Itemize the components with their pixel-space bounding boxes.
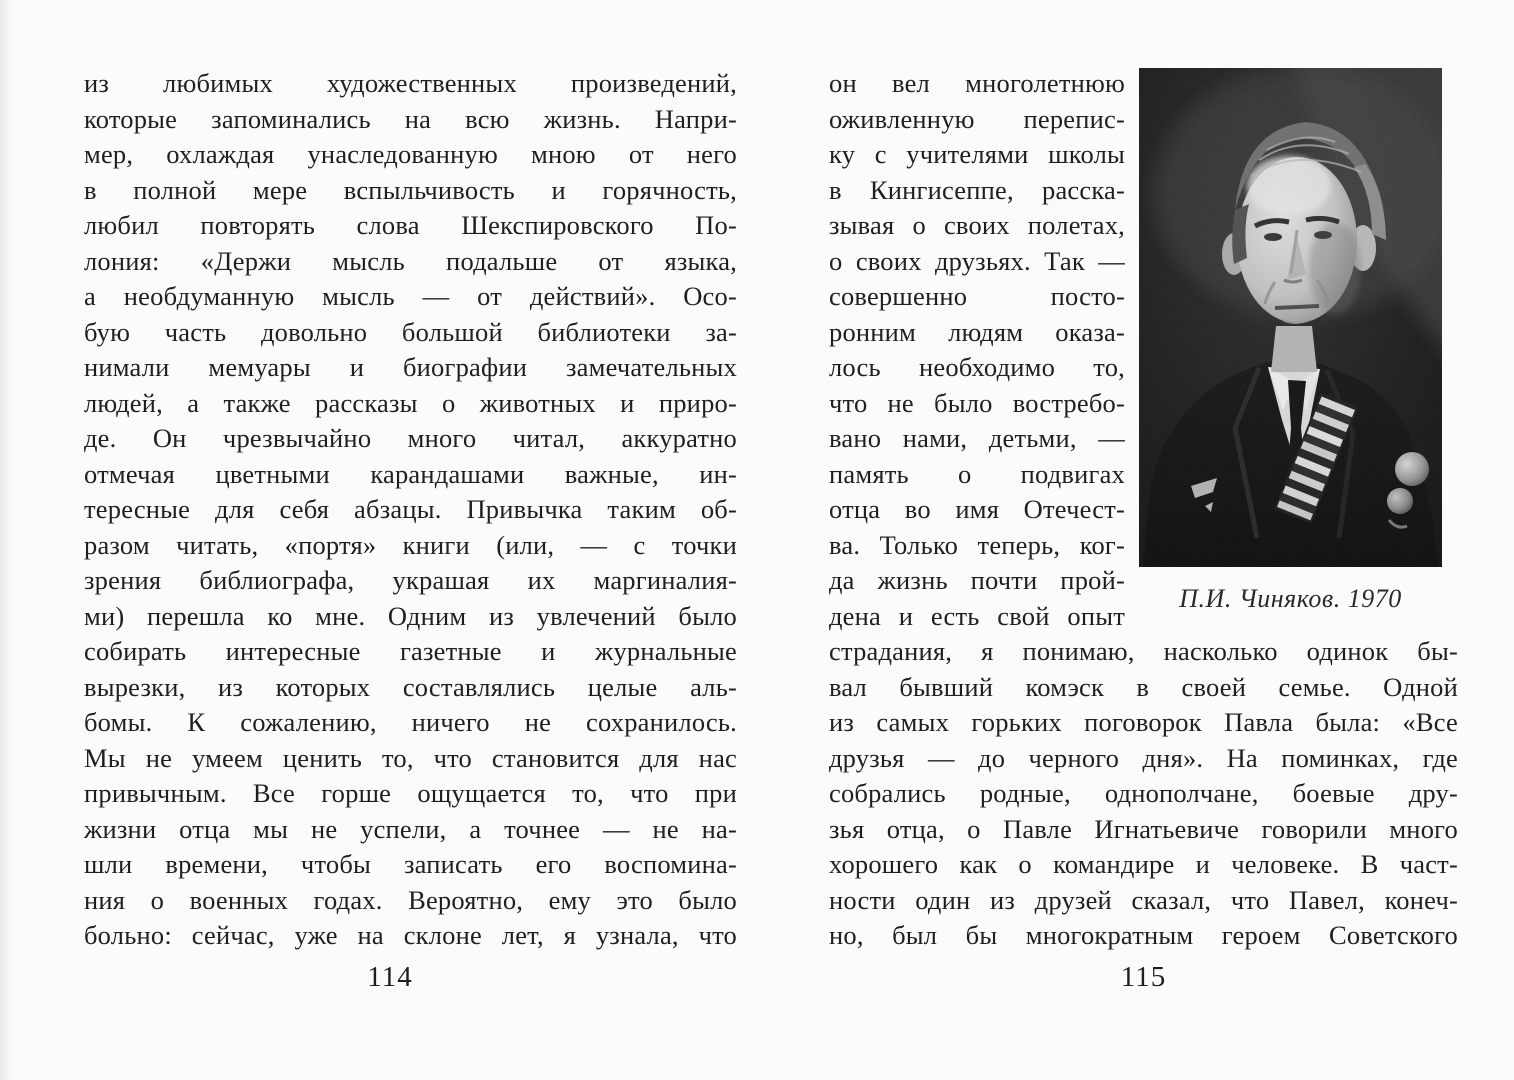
text-line: бую часть довольно большой библиотеки за- [84,316,737,347]
text-line: он вел многолетнюю [829,68,1125,98]
text-line: зывая о своих полетах, [829,210,1125,240]
text-line: что не было востребо- [829,387,1125,418]
text-line: дена и есть свой опыт [829,600,1125,631]
right-page-full-column [829,634,1458,954]
text-line: из любимых художественных произведений, [84,68,737,98]
text-line: отца во имя Отечест- [829,494,1125,524]
photo-figure [1139,68,1442,614]
text-line: жизни отца мы не успели, а точнее — не на- [84,813,737,844]
text-line: память о подвигах [829,458,1125,489]
left-page [84,66,737,954]
text-line: людей, а также рассказы о животных и приро- [84,387,737,418]
text-line: ми) перешла ко мне. Одним из увлечений было [84,600,737,631]
portrait-photo-icon [1139,68,1442,567]
text-line: ности один из друзей сказал, что Павел, конеч- [829,884,1458,915]
text-line: бомы. К сожалению, ничего не сохранилось. [84,707,737,737]
text-line: в полной мере вспыльчивость и горячность, [84,174,737,205]
text-line: ронним людям оказа- [829,316,1125,347]
photo-caption: П.И. Чиняков. 1970 [1179,584,1402,613]
text-line: о своих друзьях. Так — [829,245,1125,276]
text-line: а необдуманную мысль — от действий». Осо- [84,281,737,311]
text-line: оживленную перепис- [829,103,1125,134]
text-line: совершенно посто- [829,281,1125,311]
right-page-narrow-column [829,66,1125,634]
text-line: да жизнь почти прой- [829,565,1125,595]
text-line: вано нами, детьми, — [829,423,1125,453]
photo-grain-overlay [1139,68,1442,567]
text-line: шли времени, чтобы записать его воспомина- [84,849,737,879]
text-line: отмечая цветными карандашами важные, ин- [84,458,737,489]
text-line: разом читать, «портя» книги (или, — с точки [84,529,737,560]
text-line: привычным. Все горше ощущается то, что при [84,778,737,808]
text-line: ния о военных годах. Вероятно, ему это было [84,884,737,915]
text-line: де. Он чрезвычайно много читал, аккуратно [84,423,737,453]
text-line: которые запоминались на всю жизнь. Напри- [84,103,737,134]
text-line: лония: «Держи мысль подальше от языка, [84,245,737,276]
text-line: вырезки, из которых составлялись целые аль- [84,671,737,702]
text-line: зрения библиографа, украшая их маргиналия- [84,565,737,595]
text-line: любил повторять слова Шекспировского По- [84,210,737,240]
text-line: ва. Только теперь, ког- [829,529,1125,560]
page-edge-shadow [0,0,12,1080]
text-line: Мы не умеем ценить то, что становится для нас [84,742,737,773]
text-line: тересные для себя абзацы. Привычка таким об- [84,494,737,524]
text-line: из самых горьких поговорок Павла была: «Все [829,707,1458,737]
text-line: собрались родные, однополчане, боевые дру- [829,778,1458,808]
text-line: вал бывший комэск в своей семье. Одной [829,671,1458,702]
text-line: ку с учителями школы [829,139,1125,169]
text-line: но, был бы многократным героем Советского [829,920,1458,950]
text-line: мер, охлаждая унаследованную мною от него [84,139,737,169]
page-number-left: 114 [367,961,413,993]
text-line: собирать интересные газетные и журнальные [84,636,737,666]
text-line: в Кингисеппе, расска- [829,174,1125,205]
text-line: зья отца, о Павле Игнатьевиче говорили много [829,813,1458,844]
text-line: хорошего как о командире и человеке. В част- [829,849,1458,879]
text-line: нимали мемуары и биографии замечательных [84,352,737,382]
text-line: больно: сейчас, уже на склоне лет, я узнала, что [84,920,737,950]
text-line: лось необходимо то, [829,352,1125,382]
page-number-right: 115 [1120,961,1167,993]
text-line: друзья — до черного дня». На поминках, где [829,742,1458,773]
text-line: страдания, я понимаю, насколько одинок бы- [829,636,1458,666]
